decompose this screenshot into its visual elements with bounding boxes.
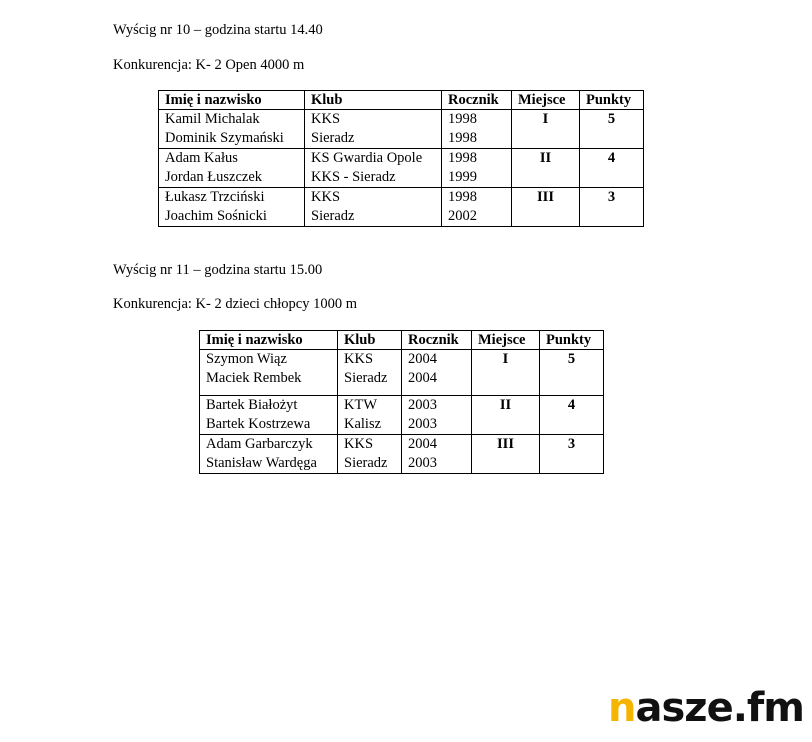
table-row (200, 396, 604, 435)
table-row (159, 110, 644, 149)
race-11-results-table (199, 330, 604, 474)
birth-year: 2004 (408, 436, 437, 452)
cell-clubs (305, 188, 442, 227)
cell-points: 4 (540, 396, 604, 435)
table-row (200, 435, 604, 474)
logo-initial: n (608, 685, 636, 731)
column-header-club: Klub (305, 91, 442, 110)
column-header-place: Miejsce (472, 331, 540, 350)
club-name: Sieradz (311, 130, 355, 146)
crew-member-name: Łukasz Trzciński (165, 189, 265, 205)
cell-place: III (512, 188, 580, 227)
column-header-points: Punkty (580, 91, 644, 110)
cell-years (402, 350, 472, 396)
crew-member-name: Bartek Kostrzewa (206, 416, 311, 432)
cell-points: 3 (540, 435, 604, 474)
club-name: KKS (311, 189, 341, 205)
table-row (159, 149, 644, 188)
table-row (200, 350, 604, 396)
column-header-club: Klub (338, 331, 402, 350)
column-header-year: Rocznik (442, 91, 512, 110)
table-row (159, 188, 644, 227)
birth-year: 2003 (408, 416, 437, 432)
birth-year: 1998 (448, 111, 477, 127)
cell-place: II (512, 149, 580, 188)
cell-years (402, 435, 472, 474)
club-name: KKS - Sieradz (311, 169, 396, 185)
race-11-heading: Wyścig nr 11 – godzina startu 15.00 (113, 262, 323, 278)
cell-names (200, 396, 338, 435)
crew-member-name: Joachim Sośnicki (165, 208, 267, 224)
birth-year: 1999 (448, 169, 477, 185)
crew-member-name: Kamil Michalak (165, 111, 260, 127)
crew-member-name: Adam Kałus (165, 150, 238, 166)
crew-member-name: Maciek Rembek (206, 370, 302, 386)
column-header-place: Miejsce (512, 91, 580, 110)
cell-place: I (512, 110, 580, 149)
cell-years (442, 110, 512, 149)
cell-points: 4 (580, 149, 644, 188)
birth-year: 2003 (408, 455, 437, 471)
cell-place: I (472, 350, 540, 396)
club-name: KKS (311, 111, 341, 127)
cell-points: 5 (540, 350, 604, 396)
table-header-row (200, 331, 604, 350)
birth-year: 1998 (448, 130, 477, 146)
cell-points: 5 (580, 110, 644, 149)
club-name: KKS (344, 436, 374, 452)
cell-clubs (305, 110, 442, 149)
club-name: Sieradz (344, 455, 388, 471)
table-header-row (159, 91, 644, 110)
cell-years (402, 396, 472, 435)
column-header-name: Imię i nazwisko (159, 91, 305, 110)
logo-rest: asze.fm (635, 685, 804, 731)
cell-names (200, 435, 338, 474)
race-11-competition: Konkurencja: K- 2 dzieci chłopcy 1000 m (113, 296, 358, 312)
cell-names (200, 350, 338, 396)
birth-year: 2004 (408, 370, 437, 386)
nasze-fm-logo (608, 686, 804, 730)
cell-names (159, 188, 305, 227)
birth-year: 2003 (408, 397, 437, 413)
crew-member-name: Jordan Łuszczek (165, 169, 263, 185)
column-header-year: Rocznik (402, 331, 472, 350)
cell-names (159, 110, 305, 149)
crew-member-name: Stanisław Wardęga (206, 455, 317, 471)
cell-years (442, 188, 512, 227)
race-10-results-table (158, 90, 644, 227)
cell-names (159, 149, 305, 188)
birth-year: 2004 (408, 351, 437, 367)
cell-clubs (338, 396, 402, 435)
cell-clubs (338, 350, 402, 396)
club-name: KS Gwardia Opole (311, 150, 423, 166)
crew-member-name: Dominik Szymański (165, 130, 284, 146)
crew-member-name: Bartek Białożyt (206, 397, 298, 413)
race-10-heading: Wyścig nr 10 – godzina startu 14.40 (113, 22, 323, 38)
column-header-points: Punkty (540, 331, 604, 350)
club-name: Kalisz (344, 416, 382, 432)
birth-year: 1998 (448, 189, 477, 205)
cell-points: 3 (580, 188, 644, 227)
birth-year: 1998 (448, 150, 477, 166)
cell-clubs (305, 149, 442, 188)
cell-place: III (472, 435, 540, 474)
club-name: Sieradz (344, 370, 388, 386)
cell-clubs (338, 435, 402, 474)
cell-place: II (472, 396, 540, 435)
column-header-name: Imię i nazwisko (200, 331, 338, 350)
club-name: KKS (344, 351, 374, 367)
crew-member-name: Adam Garbarczyk (206, 436, 313, 452)
crew-member-name: Szymon Wiąz (206, 351, 287, 367)
birth-year: 2002 (448, 208, 477, 224)
club-name: KTW (344, 397, 378, 413)
race-10-competition: Konkurencja: K- 2 Open 4000 m (113, 57, 305, 73)
cell-years (442, 149, 512, 188)
club-name: Sieradz (311, 208, 355, 224)
